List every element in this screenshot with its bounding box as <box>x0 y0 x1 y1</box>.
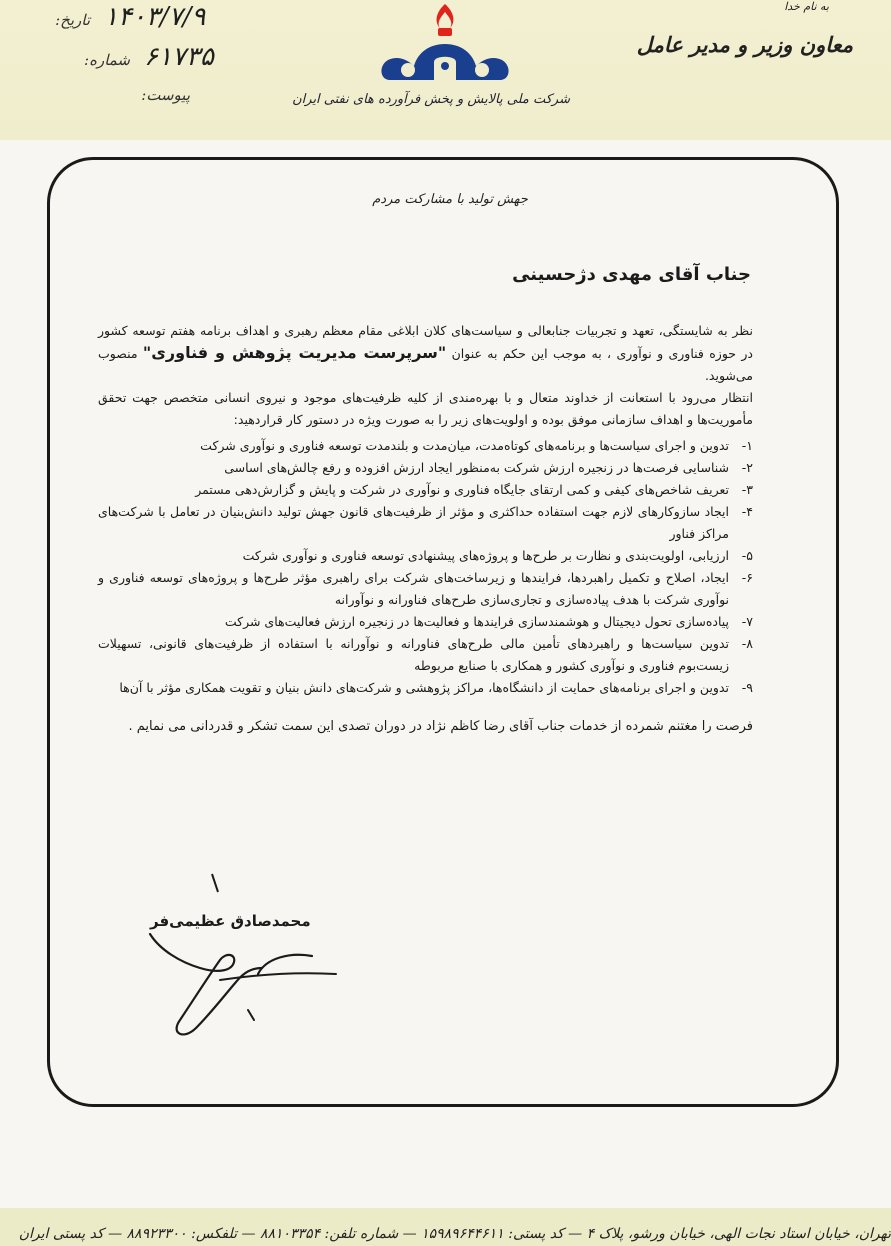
attachment-row <box>138 86 190 104</box>
intro-before-title: نظر به شایستگی، تعهد و تجربیات جنابعالی و سیاست‌های کلان ابلاغی مقام معظم رهبری و اهداف برنامه هفتم توسعه کشور در حوزه فناوری و نوآوری ، به موجب این حکم به عنوان <box>98 323 753 361</box>
list-item-number: ۶- <box>741 570 753 585</box>
list-item <box>98 501 753 545</box>
list-item <box>98 677 753 699</box>
list-item-number: ۹- <box>741 680 753 695</box>
list-item-number: ۷- <box>741 614 753 629</box>
number-value: ۶۱۷۳۵ <box>144 42 214 72</box>
expectation-paragraph: انتظار می‌رود با استعانت از خداوند متعال و با بهره‌مندی از کلیه ظرفیت‌های موجود و نیروی انسانی متخصص جهت تحقق مأموریت‌ها و اهداف سازمانی موفق بوده و اولویت‌های زیر را به صورت ویژه در دستور کار قراردهید: <box>98 390 753 427</box>
list-item-text: شناسایی فرصت‌ها در زنجیره ارزش شرکت به‌منظور ایجاد ارزش افزوده و رفع چالش‌های اساسی <box>224 460 729 475</box>
signer-name: محمدصادق عظیمی‌فر <box>150 912 311 930</box>
list-item-text: ایجاد سازوکارهای لازم جهت استفاده حداکثری و مؤثر از ظرفیت‌های قانون جهش تولید دانش‌بنیان در تعامل با شرکت‌های مراکز فناور <box>98 504 729 541</box>
handwritten-signature <box>140 870 360 1050</box>
footer-address: تهران، خیابان استاد نجات الهی، خیابان ورشو، پلاک ۴ — کد پستی: ۱۵۹۸۹۶۴۴۶۱۱ — شماره تلفن: ۸۸۱۰۳۳۵۴ — تلفکس: ۸۸۹۲۳۳۰۰ — کد پستی ایران <box>18 1226 891 1242</box>
list-item-number: ۴- <box>741 504 753 519</box>
list-item-text: ایجاد، اصلاح و تکمیل راهبردها، فرایندها و زیرساخت‌های شرکت برای راهبری مؤثر طرح‌ها و پروژه‌های توسعه فناوری و نوآوری شرکت با هدف پیاده‌سازی و تجاری‌سازی طرح‌های فناورانه و نوآورانه <box>98 570 729 607</box>
slogan: جهش تولید با مشارکت مردم <box>372 192 528 207</box>
list-item-text: تدوین و اجرای برنامه‌های حمایت از دانشگاه‌ها، مراکز پژوهشی و شرکت‌های دانش بنیان و تقویت همکاری مؤثر با آن‌ها <box>119 680 729 695</box>
closing-paragraph: فرصت را مغتنم شمرده از خدمات جناب آقای رضا کاظم نژاد در دوران تصدی این سمت تشکر و قدردانی می نمایم . <box>128 719 753 734</box>
list-item-number: ۲- <box>741 460 753 475</box>
list-item <box>98 457 753 479</box>
recipient: جناب آقای مهدی دژحسینی <box>512 264 751 285</box>
number-row <box>78 42 214 72</box>
date-label: تاریخ: <box>55 11 90 29</box>
list-item <box>98 435 753 457</box>
number-label: شماره: <box>84 51 130 69</box>
list-item <box>98 633 753 677</box>
list-item <box>98 479 753 501</box>
priority-list <box>98 435 753 699</box>
basmala: به نام خدا <box>784 0 829 13</box>
list-item-text: تعریف شاخص‌های کیفی و کمی ارتقای جایگاه فناوری و نوآوری در شرکت و پایش و گزارش‌دهی مستمر <box>195 482 729 497</box>
position-title: "سرپرست مدیریت پژوهش و فناوری" <box>142 343 447 362</box>
letter-body <box>98 320 753 741</box>
list-item <box>98 611 753 633</box>
list-item-number: ۱- <box>741 438 753 453</box>
intro-paragraph <box>98 320 753 387</box>
intro-after-title: منصوب می‌شوید. <box>98 346 753 383</box>
list-item <box>98 545 753 567</box>
list-item-text: تدوین و اجرای سیاست‌ها و برنامه‌های کوتاه‌مدت، میان‌مدت و بلندمدت توسعه فناوری و نوآوری شرکت <box>200 438 729 453</box>
company-name: شرکت ملی پالایش و پخش فرآورده های نفتی ایران <box>292 92 570 107</box>
list-item-text: تدوین سیاست‌ها و راهبردهای تأمین مالی طرح‌های فناورانه و نوآورانه با استفاده از ظرفیت‌های قانونی، تسهیلات زیست‌بوم فناوری و نوآوری کشور و همکاری با صنایع مربوطه <box>98 636 729 673</box>
nioc-refining-logo-icon <box>370 0 520 92</box>
list-item-text: پیاده‌سازی تحول دیجیتال و هوشمندسازی فرایندها و فعالیت‌ها در زنجیره ارزش فعالیت‌های شرکت <box>224 614 729 629</box>
list-item <box>98 567 753 611</box>
list-item-number: ۳- <box>741 482 753 497</box>
attachment-label: پیوست: <box>141 86 190 104</box>
list-item-number: ۸- <box>741 636 753 651</box>
date-value: ۱۴۰۳/۷/۹ <box>104 2 206 32</box>
sender-title: معاون وزیر و مدیر عامل <box>636 32 853 57</box>
date-row <box>38 2 205 32</box>
list-item-text: ارزیابی، اولویت‌بندی و نظارت بر طرح‌ها و پروژه‌های پیشنهادی توسعه فناوری و نوآوری شرکت <box>242 548 729 563</box>
list-item-number: ۵- <box>741 548 753 563</box>
